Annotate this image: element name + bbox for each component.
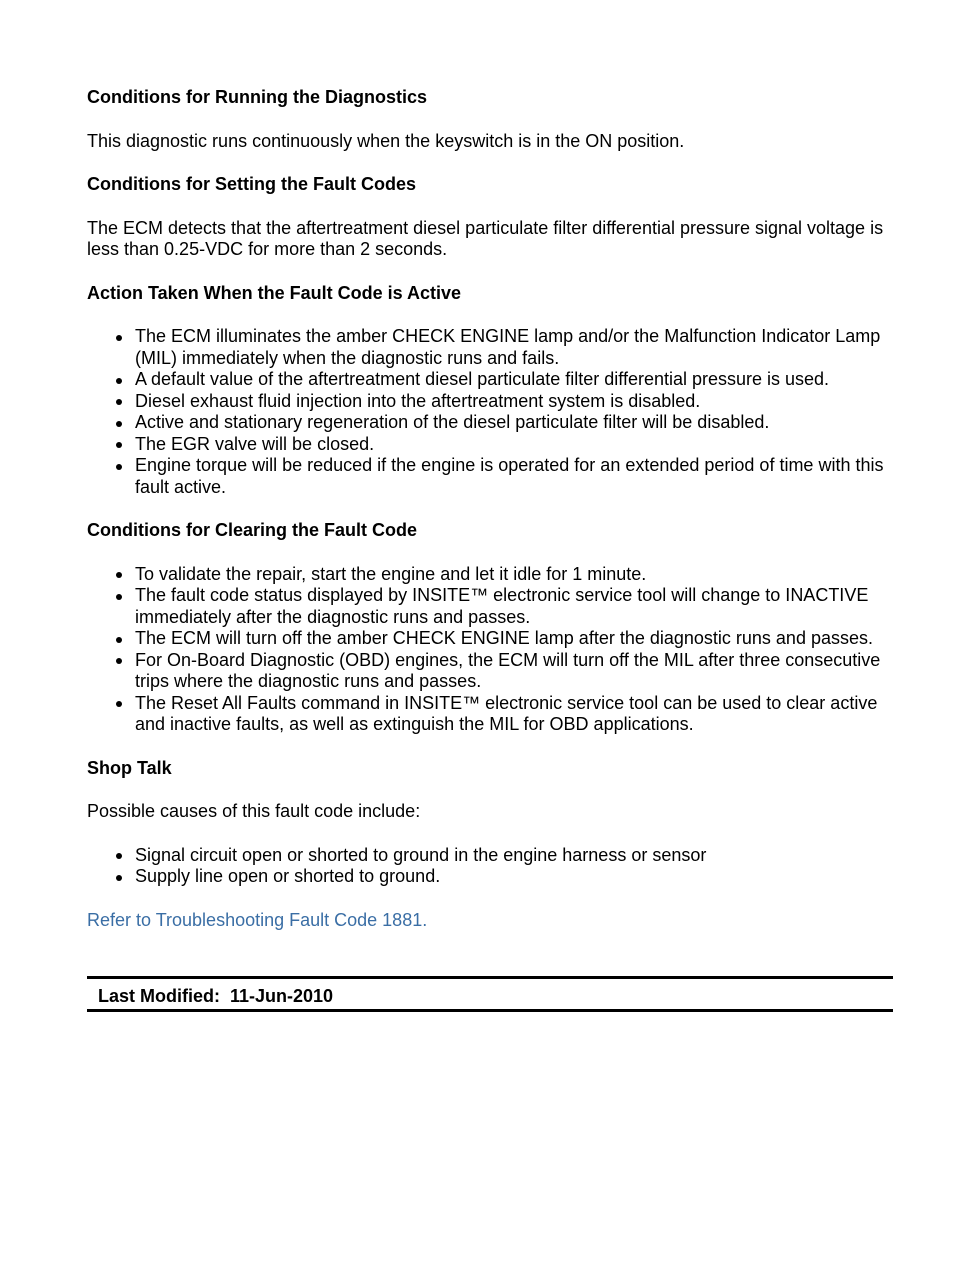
list-item-text: The EGR valve will be closed.: [135, 433, 375, 454]
spacer: [87, 736, 893, 758]
last-modified: Last Modified: 11-Jun-2010: [98, 986, 334, 1006]
spacer: [87, 888, 893, 910]
list-item: [87, 693, 893, 736]
list-item-text: The Reset All Faults command in INSITE™ electronic service tool can be used to clear active and inactive faults, as well as extinguish the MIL for OBD applications.: [135, 692, 878, 734]
list-item: [87, 391, 893, 413]
spacer: [87, 109, 893, 131]
bullet-icon: [116, 464, 122, 470]
spacer: [87, 261, 893, 283]
list-item: [87, 585, 893, 628]
setting-text: The ECM detects that the aftertreatment diesel particulate filter differential pressure signal voltage is less than 0.25-VDC for more than 2 seconds.: [87, 217, 884, 259]
list-item-text: Active and stationary regeneration of the diesel particulate filter will be disabled.: [135, 412, 770, 432]
list-item: [87, 845, 893, 867]
list-item: [87, 434, 893, 456]
list-item-text: Engine torque will be reduced if the engine is operated for an extended period of time with this fault active.: [135, 455, 884, 497]
spacer: [87, 196, 893, 218]
bullet-icon: [116, 853, 122, 859]
heading-clearing: Conditions for Clearing the Fault Code: [87, 520, 417, 540]
heading-shop-talk: Shop Talk: [87, 757, 172, 778]
shop-talk-text: Possible causes of this fault code include:: [87, 801, 421, 821]
list-item-text: Supply line open or shorted to ground.: [135, 866, 441, 886]
list-item-text: The ECM illuminates the amber CHECK ENGINE lamp and/or the Malfunction Indicator Lamp (MIL) immediately when the diagnostic runs and fails.: [135, 326, 881, 368]
bullet-icon: [116, 335, 122, 341]
list-item-text: To validate the repair, start the engine and let it idle for 1 minute.: [135, 563, 647, 584]
spacer: [87, 779, 893, 801]
bullet-icon: [116, 442, 122, 448]
bullet-icon: [116, 421, 122, 427]
list-item: [87, 564, 893, 586]
bullet-icon: [116, 399, 122, 405]
footer-bar: [87, 976, 893, 1012]
heading-setting: Conditions for Setting the Fault Codes: [87, 174, 416, 194]
list-item-text: The ECM will turn off the amber CHECK ENGINE lamp after the diagnostic runs and passes.: [135, 628, 873, 648]
list-item: [87, 628, 893, 650]
bullet-icon: [116, 594, 122, 600]
bullet-icon: [116, 378, 122, 384]
list-item-text: A default value of the aftertreatment diesel particulate filter differential pressure is used.: [135, 369, 830, 389]
bullet-icon: [116, 572, 122, 578]
spacer: [87, 823, 893, 845]
list-item-text: The fault code status displayed by INSITE™ electronic service tool will change to INACTIVE immediately after the diagnostic runs and passes.: [135, 585, 869, 627]
bullet-icon: [116, 701, 122, 707]
troubleshooting-link[interactable]: Refer to Troubleshooting Fault Code 1881.: [87, 909, 428, 930]
list-item-text: Signal circuit open or shorted to ground in the engine harness or sensor: [135, 844, 707, 865]
list-item: [87, 412, 893, 434]
list-item: [87, 866, 893, 888]
spacer: [87, 498, 893, 520]
list-item: [87, 455, 893, 498]
list-item-text: Diesel exhaust fluid injection into the aftertreatment system is disabled.: [135, 390, 701, 411]
action-list: [87, 326, 893, 498]
heading-running: Conditions for Running the Diagnostics: [87, 87, 427, 107]
spacer: [87, 542, 893, 564]
bullet-icon: [116, 875, 122, 881]
clearing-list: [87, 564, 893, 736]
document-content: [87, 87, 893, 931]
heading-action: Action Taken When the Fault Code is Active: [87, 282, 462, 303]
causes-list: [87, 845, 893, 888]
list-item: [87, 326, 893, 369]
spacer: [87, 152, 893, 174]
list-item: [87, 650, 893, 693]
list-item-text: For On-Board Diagnostic (OBD) engines, the ECM will turn off the MIL after three consecutive trips where the diagnostic runs and passes.: [135, 649, 881, 691]
running-text: This diagnostic runs continuously when the keyswitch is in the ON position.: [87, 130, 685, 151]
spacer: [87, 304, 893, 326]
bullet-icon: [116, 637, 122, 643]
list-item: [87, 369, 893, 391]
bullet-icon: [116, 658, 122, 664]
